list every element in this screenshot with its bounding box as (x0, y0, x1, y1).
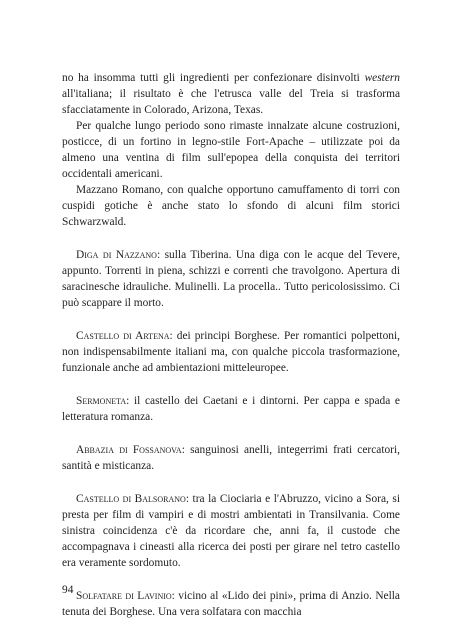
location-entry (62, 328, 400, 376)
location-name: Solfatare di Lavinio (76, 590, 172, 602)
location-entry (62, 442, 400, 474)
location-entry (62, 491, 400, 571)
location-name: Castello di Artena (76, 330, 170, 342)
location-entry (62, 588, 400, 620)
location-description: : dei principi Borghese. Per romantici polpettoni, non indispensabilmente italiani ma, con qualche piccola trasformazione, funzionale anche ad ambientazioni mitteleuropee. (62, 330, 400, 374)
location-name: Castello di Balsorano (76, 493, 186, 505)
location-name: Diga di Nazzano (76, 249, 157, 261)
location-name: Abbazia di Fossanova (76, 444, 182, 456)
italic-word: western (364, 72, 400, 84)
location-entry (62, 393, 400, 425)
location-description: : sanguinosi anelli, integerrimi frati cercatori, santità e misticanza. (62, 444, 400, 472)
location-description: : vicino al «Lido dei pini», prima di Anzio. Nella tenuta dei Borghese. Una vera solfatara con macchia (62, 590, 400, 618)
location-entry (62, 247, 400, 311)
location-name: Sermoneta (76, 395, 127, 407)
location-description: : sulla Tiberina. Una diga con le acque del Tevere, appunto. Torrenti in piena, schizzi e correnti che travolgono. Apertura di saracinesche idrauliche. Mulinelli. La procella.. Tutto pericolosissimo. Ci può scappare il morto. (62, 249, 400, 309)
page-number: 94 (62, 584, 74, 596)
page-body (62, 70, 400, 620)
location-description: : tra la Ciociaria e l'Abruzzo, vicino a Sora, si presta per film di vampiri e di mostri ambientati in Transilvania. Come sinistra coincidenza c'è da ricordare che, anni fa, il custode che accompagnava i cineasti alla ricerca dei posti per girare nel tetro castello era veramente sordomuto. (62, 493, 400, 569)
location-description: : il castello dei Caetani e i dintorni. Per cappa e spada e letteratura romanza. (62, 395, 400, 423)
paragraph: Per qualche lungo periodo sono rimaste innalzate alcune costruzioni, posticce, di un fortino in legno-stile Fort-Apache – utilizzate poi da almeno una ventina di film sull'epopea della conquista dei territori occidentali americani. (62, 120, 400, 180)
paragraph-continuation: no ha insomma tutti gli ingredienti per confezionare disinvolti western all'italiana; il risultato è che l'etrusca valle del Treia si trasforma sfacciatamente in Colorado, Arizona, Texas. (62, 72, 400, 116)
paragraph: Mazzano Romano, con qualche opportuno camuffamento di torri con cuspidi gotiche è anche stato lo sfondo di alcuni film storici Schwarzwald. (62, 184, 400, 228)
